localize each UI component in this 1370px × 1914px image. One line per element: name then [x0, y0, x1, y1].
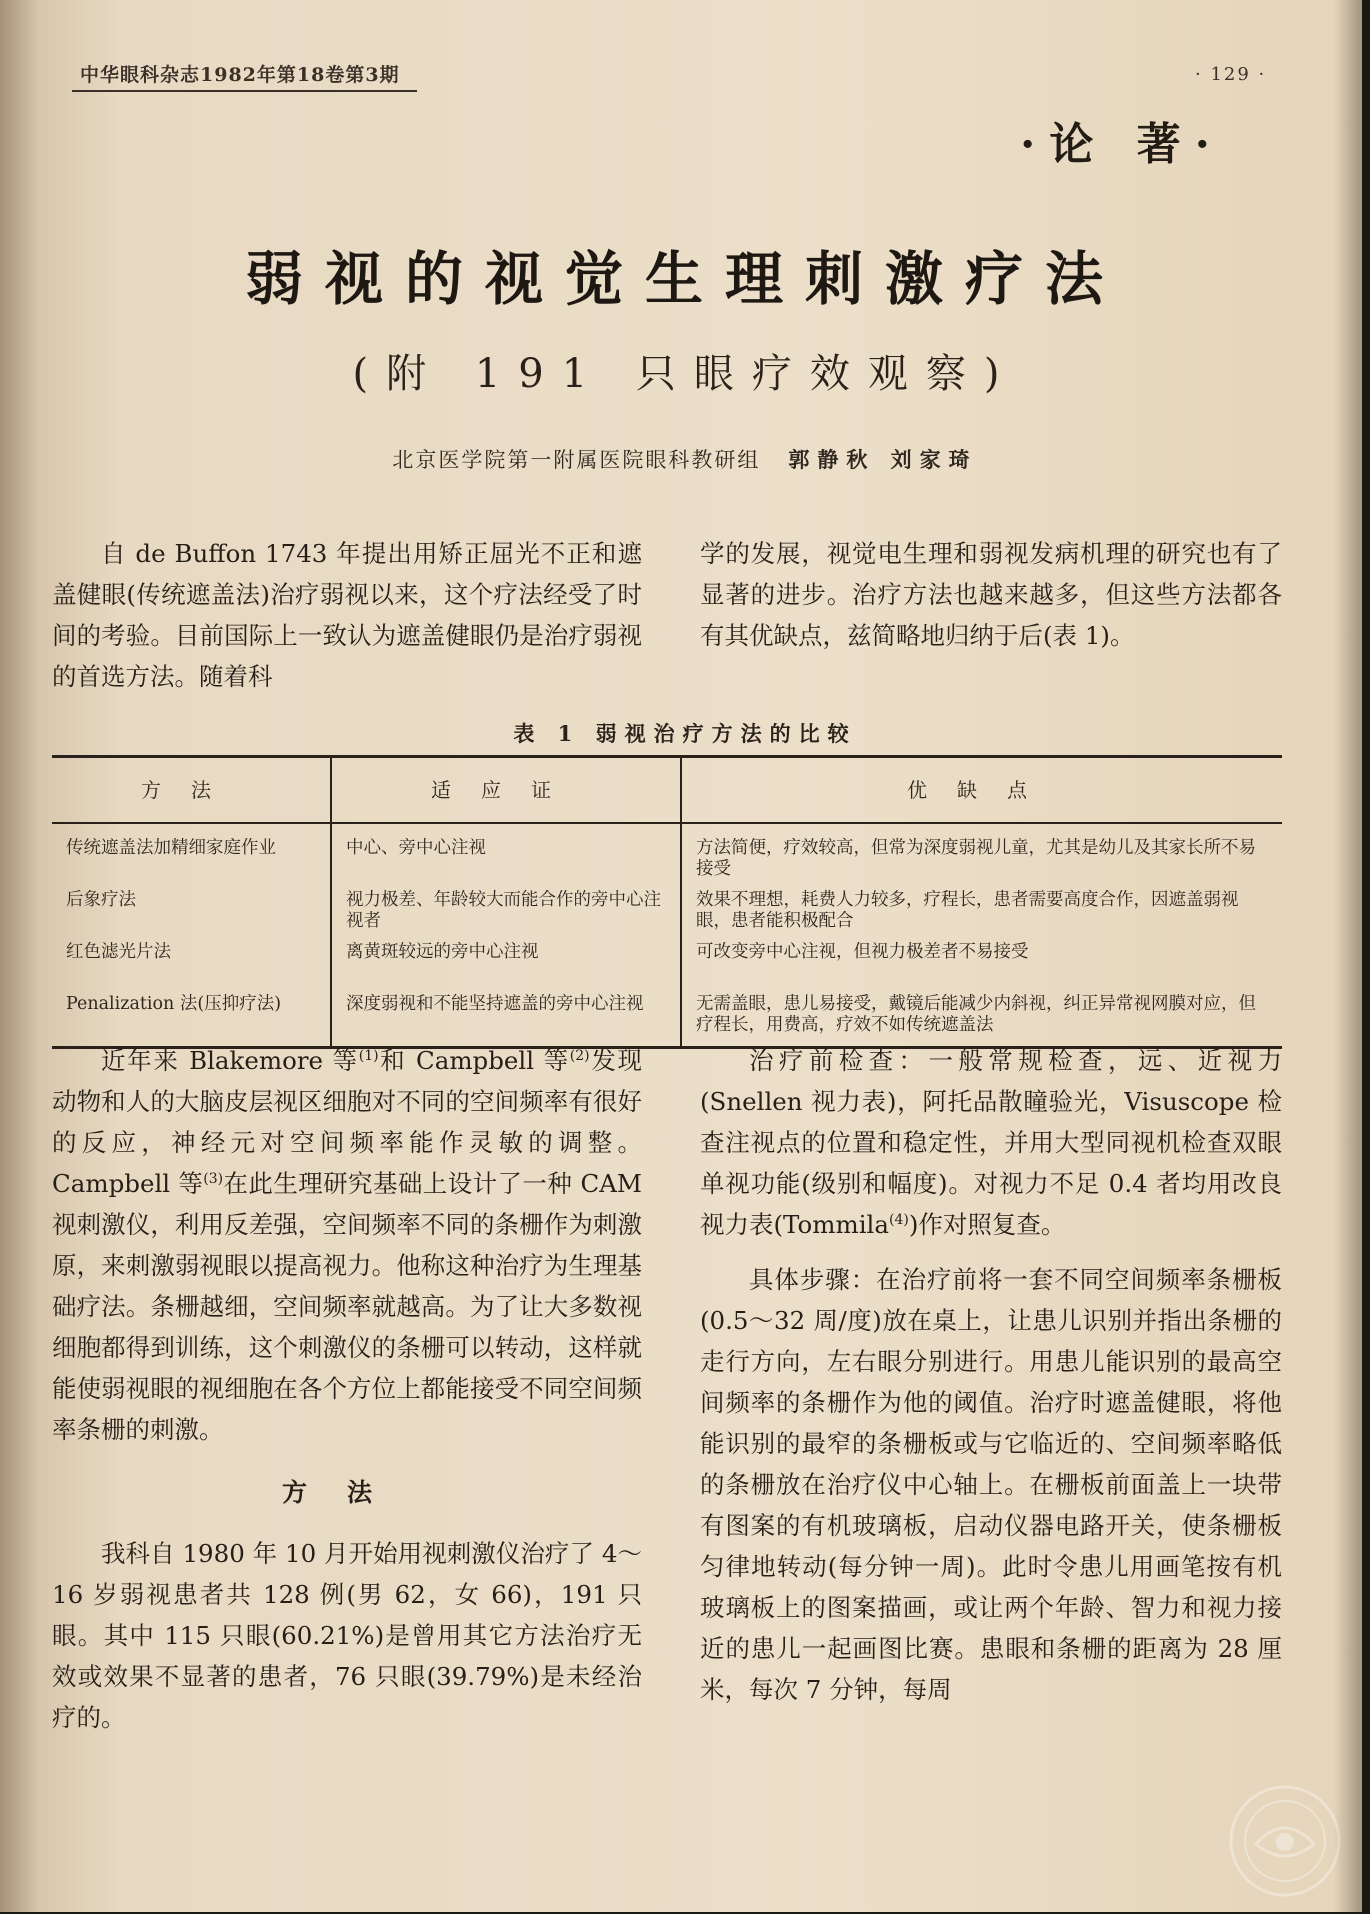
table-row [52, 988, 1282, 1048]
author-names: 郭静秋 刘家琦 [788, 447, 978, 472]
table-header-row [52, 757, 1282, 824]
header-pros-cons: 优缺点 [681, 757, 1282, 824]
affiliation: 北京医学院第一附属医院眼科教研组 [392, 448, 761, 472]
table-row [52, 936, 1282, 988]
watermark-logo-icon [1226, 1782, 1344, 1900]
body-right-column [700, 1040, 1282, 1710]
header-method: 方法 [52, 757, 331, 824]
text-run: 和 Campbell 等 [378, 1046, 570, 1075]
body-paragraph [700, 1040, 1282, 1245]
citation-ref: (1) [358, 1047, 379, 1064]
intro-paragraph-left: 自 de Buffon 1743 年提出用矫正屈光不正和遮盖健眼(传统遮盖法)治疗弱视以来，这个疗法经受了时间的考验。目前国际上一致认为遮盖健眼仍是治疗弱视的首选方法。随着科 [52, 539, 642, 691]
intro-paragraph-right: 学的发展，视觉电生理和弱视发病机理的研究也有了显著的进步。治疗方法也越来越多，但这些方法都各有其优缺点，兹简略地归纳于后(表 1)。 [700, 539, 1282, 650]
article-subtitle: (附 191 只眼疗效观察) [352, 351, 1018, 397]
header-indication: 适应证 [331, 757, 681, 824]
article-title: 弱视的视觉生理刺激疗法 [244, 245, 1125, 313]
journal-header: 中华眼科杂志1982年第18卷第3期 [80, 64, 400, 86]
author-line [0, 444, 1370, 474]
text-run: )作对照复查。 [908, 1210, 1066, 1239]
citation-ref: (4) [889, 1211, 909, 1228]
table-row [52, 823, 1282, 884]
citation-ref: (2) [569, 1047, 590, 1064]
table-cell: 效果不理想，耗费人力较多，疗程长，患者需要高度合作，因遮盖弱视眼，患者能积极配合 [696, 890, 1239, 931]
text-run: 发现动物和人的大脑皮层视区细胞对不同的空间频率有很好的反应，神经元对空间频率能作灵敏的调整。Campbell 等 [52, 1046, 643, 1198]
body-paragraph: 我科自 1980 年 10 月开始用视刺激仪治疗了 4～16 岁弱视患者共 128 例(男 62，女 66)，191 只眼。其中 115 只眼(60.21%)是曾用其它方法治疗无效或效果不显著的患者，76 只眼(39.79%)是未经治疗的。 [52, 1539, 642, 1732]
body-paragraph: 具体步骤：在治疗前将一套不同空间频率条栅板(0.5～32 周/度)放在桌上，让患儿识别并指出条栅的走行方向，左右眼分别进行。用患儿能识别的最高空间频率的条栅作为他的阈值。治疗时遮盖健眼，将他能识别的最窄的条栅板或与它临近的、空间频率略低的条栅放在治疗仪中心轴上。在栅板前面盖上一块带有图案的有机玻璃板，启动仪器电路开关，使条栅板匀律地转动(每分钟一周)。此时令患儿用画笔按有机玻璃板上的图案描画，或让两个年龄、智力和视力接近的患儿一起画图比赛。患眼和条栅的距离为 28 厘米，每次 7 分钟，每周 [700, 1265, 1282, 1704]
section-heading-methods: 方法 [281, 1478, 412, 1507]
table-cell: 可改变旁中心注视，但视力极差者不易接受 [696, 942, 1029, 962]
comparison-table [52, 755, 1282, 1049]
table-cell: 红色滤光片法 [52, 936, 331, 988]
table-cell: Penalization 法(压抑疗法) [52, 988, 331, 1048]
intro-right-column [700, 533, 1282, 656]
table-cell: 后象疗法 [52, 884, 331, 936]
table-caption: 表 1 弱视治疗方法的比较 [513, 721, 857, 746]
text-run: 在此生理研究基础上设计了一种 CAM 视刺激仪，利用反差强，空间频率不同的条栅作为刺激原，来刺激弱视眼以提高视力。他称这种治疗为生理基础疗法。条栅越细，空间频率就越高。为了让大多数视细胞都得到训练，这个刺激仪的条栅可以转动，这样就能使弱视眼的视细胞在各个方位上都能接受不同空间频率条栅的刺激。 [52, 1169, 642, 1444]
table-cell: 传统遮盖法加精细家庭作业 [52, 823, 331, 884]
body-left-column [52, 1040, 642, 1738]
body-paragraph [52, 1040, 642, 1450]
table-cell: 方法简便，疗效较高，但常为深度弱视儿童，尤其是幼儿及其家长所不易接受 [696, 838, 1256, 879]
page-number: · 129 · [1195, 64, 1267, 85]
text-run: 治疗前检查：一般常规检查，远、近视力(Snellen 视力表)，阿托品散瞳验光，Visuscope 检查注视点的位置和稳定性，并用大型同视机检查双眼单视功能(级别和幅度)。对视力不足 0.4 者均用改良视力表(Tommila [700, 1046, 1282, 1239]
table-cell: 中心、旁中心注视 [331, 823, 681, 884]
table-cell: 深度弱视和不能坚持遮盖的旁中心注视 [331, 988, 681, 1048]
table-row [52, 884, 1282, 936]
table-cell: 视力极差、年龄较大而能合作的旁中心注视者 [331, 884, 681, 936]
section-label: ·论 著· [1020, 119, 1224, 170]
table-cell: 无需盖眼，患儿易接受，戴镜后能减少内斜视，纠正异常视网膜对应，但疗程长，用费高，疗效不如传统遮盖法 [681, 988, 1282, 1048]
intro-left-column [52, 533, 642, 697]
citation-ref: (3) [203, 1170, 224, 1187]
text-run: 近年来 Blakemore 等 [101, 1046, 359, 1075]
header-rule [72, 90, 417, 92]
table-cell: 离黄斑较远的旁中心注视 [331, 936, 681, 988]
